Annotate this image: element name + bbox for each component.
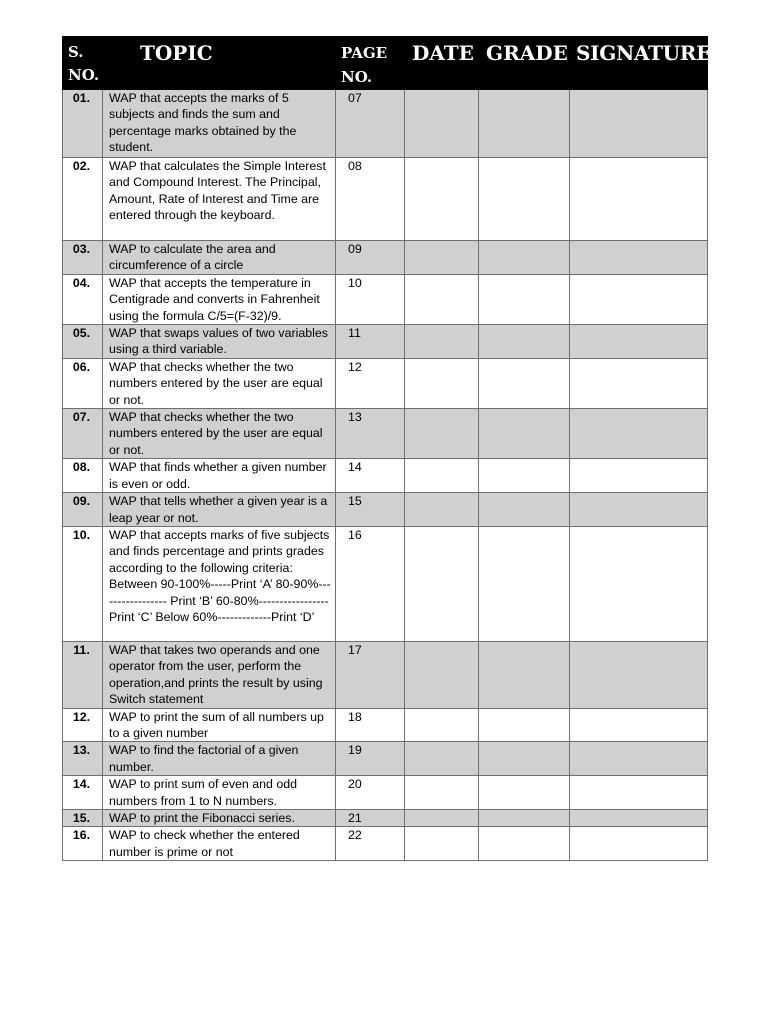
table-row [63,742,708,776]
row-date [405,90,479,158]
row-grade [479,325,570,359]
row-date [405,827,479,861]
row-date [405,241,479,275]
row-signature [570,325,708,359]
table-row [63,241,708,275]
header-signature: SIGNATURE [570,37,708,90]
row-page-number: 09 [336,241,405,275]
row-page-number: 22 [336,827,405,861]
header-sno: S. NO. [63,37,103,90]
table-row [63,708,708,742]
row-topic: WAP that accepts the marks of 5 subjects and finds the sum and percentage marks obtained by the student. [103,90,336,158]
row-grade [479,776,570,810]
row-date [405,358,479,408]
table-row [63,274,708,324]
row-signature [570,526,708,641]
table-row [63,641,708,708]
row-page-number: 08 [336,158,405,241]
row-grade [479,526,570,641]
row-grade [479,708,570,742]
table-row [63,325,708,359]
row-signature [570,90,708,158]
row-date [405,641,479,708]
table-row [63,827,708,861]
row-signature [570,776,708,810]
row-topic: WAP that checks whether the two numbers entered by the user are equal or not. [103,358,336,408]
row-serial-number: 14. [63,776,103,810]
row-grade [479,809,570,826]
row-grade [479,493,570,527]
row-date [405,409,479,459]
row-page-number: 16 [336,526,405,641]
row-date [405,776,479,810]
table-row [63,90,708,158]
row-signature [570,459,708,493]
index-table [62,36,712,861]
row-page-number: 20 [336,776,405,810]
row-serial-number: 01. [63,90,103,158]
row-grade [479,274,570,324]
row-topic: WAP to print the Fibonacci series. [103,809,336,826]
row-date [405,493,479,527]
row-grade [479,742,570,776]
row-topic: WAP that swaps values of two variables using a third variable. [103,325,336,359]
row-grade [479,241,570,275]
row-serial-number: 06. [63,358,103,408]
row-serial-number: 09. [63,493,103,527]
row-serial-number: 03. [63,241,103,275]
row-serial-number: 13. [63,742,103,776]
table-row [63,493,708,527]
table-row [63,526,708,641]
table-row [63,809,708,826]
row-serial-number: 08. [63,459,103,493]
row-grade [479,358,570,408]
row-page-number: 14 [336,459,405,493]
row-page-number: 19 [336,742,405,776]
row-serial-number: 15. [63,809,103,826]
row-signature [570,358,708,408]
row-grade [479,459,570,493]
row-page-number: 11 [336,325,405,359]
header-grade: GRADE [479,37,570,90]
row-signature [570,158,708,241]
row-date [405,526,479,641]
row-topic: WAP that finds whether a given number is even or odd. [103,459,336,493]
row-signature [570,241,708,275]
row-topic: WAP to find the factorial of a given number. [103,742,336,776]
row-signature [570,742,708,776]
row-topic: WAP that takes two operands and one operator from the user, perform the operation,and prints the result by using Switch statement [103,641,336,708]
table-row [63,776,708,810]
row-signature [570,827,708,861]
row-date [405,274,479,324]
row-signature [570,493,708,527]
row-page-number: 18 [336,708,405,742]
row-serial-number: 04. [63,274,103,324]
row-serial-number: 11. [63,641,103,708]
row-date [405,708,479,742]
row-serial-number: 05. [63,325,103,359]
row-topic: WAP to calculate the area and circumference of a circle [103,241,336,275]
row-topic: WAP that calculates the Simple Interest and Compound Interest. The Principal, Amount, Rate of Interest and Time are entered through the keyboard. [103,158,336,241]
row-serial-number: 10. [63,526,103,641]
row-page-number: 12 [336,358,405,408]
header-topic: TOPIC [103,37,336,90]
header-page-no: PAGE NO. [336,37,405,90]
row-signature [570,409,708,459]
table-row [63,459,708,493]
row-date [405,158,479,241]
row-topic: WAP to check whether the entered number is prime or not [103,827,336,861]
row-serial-number: 02. [63,158,103,241]
row-grade [479,409,570,459]
row-topic: WAP that accepts the temperature in Centigrade and converts in Fahrenheit using the formula C/5=(F-32)/9. [103,274,336,324]
row-signature [570,708,708,742]
row-signature [570,641,708,708]
row-date [405,459,479,493]
row-grade [479,827,570,861]
row-date [405,809,479,826]
table-row [63,358,708,408]
row-serial-number: 12. [63,708,103,742]
row-page-number: 21 [336,809,405,826]
header-date: DATE [405,37,479,90]
row-page-number: 17 [336,641,405,708]
row-page-number: 10 [336,274,405,324]
row-grade [479,158,570,241]
row-topic: WAP to print the sum of all numbers up to a given number [103,708,336,742]
row-topic: WAP that tells whether a given year is a leap year or not. [103,493,336,527]
row-grade [479,641,570,708]
row-topic: WAP that accepts marks of five subjects and finds percentage and prints grades according to the following criteria: Between 90-100%-----Print ‘A’ 80-90%----------------- Print ‘B’ 60-80%-----------------Print ‘C’ Below 60%-------------Print ‘D’ [103,526,336,641]
table-row [63,409,708,459]
row-grade [479,90,570,158]
row-signature [570,809,708,826]
row-serial-number: 07. [63,409,103,459]
row-topic: WAP that checks whether the two numbers entered by the user are equal or not. [103,409,336,459]
row-topic: WAP to print sum of even and odd numbers from 1 to N numbers. [103,776,336,810]
table-row [63,158,708,241]
row-page-number: 15 [336,493,405,527]
row-page-number: 13 [336,409,405,459]
row-date [405,742,479,776]
row-page-number: 07 [336,90,405,158]
row-signature [570,274,708,324]
row-date [405,325,479,359]
row-serial-number: 16. [63,827,103,861]
table-header [63,37,712,90]
table-body [63,90,708,861]
header-row [63,37,708,90]
